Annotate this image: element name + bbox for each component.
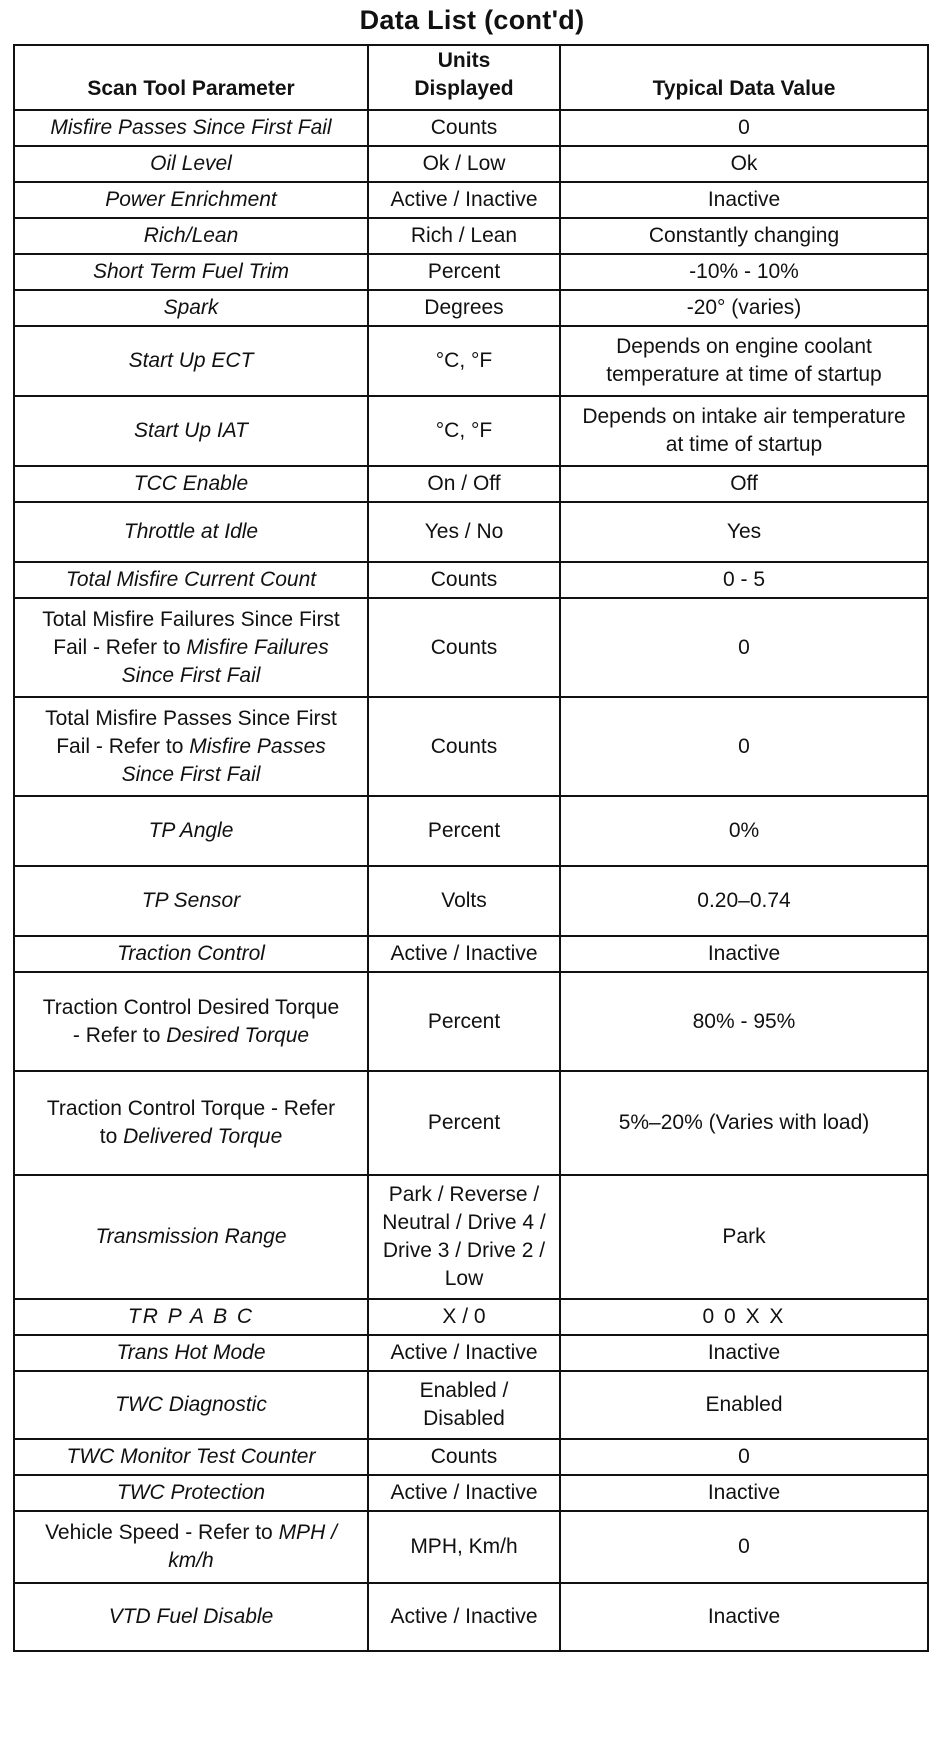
parameter-reference: Desired Torque: [166, 1023, 310, 1047]
typical-value-cell: 0: [560, 697, 928, 796]
header-units: Units Displayed: [368, 45, 560, 110]
parameter-cell: TWC Protection: [14, 1475, 368, 1511]
parameter-reference: Delivered Torque: [123, 1125, 283, 1148]
typical-value-cell: Off: [560, 466, 928, 502]
units-cell: On / Off: [368, 466, 560, 502]
parameter-cell: [14, 972, 368, 1071]
units-cell: Active / Inactive: [368, 182, 560, 218]
page-title: Data List (cont'd): [359, 5, 585, 35]
typical-value-cell: Inactive: [560, 1335, 928, 1371]
parameter-cell: TWC Monitor Test Counter: [14, 1439, 368, 1475]
parameter-cell: TP Angle: [14, 796, 368, 866]
table-row: [14, 1371, 928, 1439]
parameter-cell: Throttle at Idle: [14, 502, 368, 562]
table-row: [14, 1071, 928, 1175]
table-row: [14, 396, 928, 466]
typical-value-cell: Inactive: [560, 182, 928, 218]
parameter-cell: Total Misfire Current Count: [14, 562, 368, 598]
parameter-cell: TWC Diagnostic: [14, 1371, 368, 1439]
typical-value-cell: 0%: [560, 796, 928, 866]
parameter-reference: MPH / km/h: [168, 1521, 337, 1572]
typical-value-cell: -10% - 10%: [560, 254, 928, 290]
data-list-table: [13, 44, 929, 1652]
typical-value-cell: 0: [560, 1439, 928, 1475]
parameter-cell: Power Enrichment: [14, 182, 368, 218]
units-cell: Park / Reverse / Neutral / Drive 4 / Drive 3 / Drive 2 / Low: [368, 1175, 560, 1299]
units-cell: Yes / No: [368, 502, 560, 562]
typical-value-cell: 0.20–0.74: [560, 866, 928, 936]
table-row: [14, 866, 928, 936]
parameter-cell: Short Term Fuel Trim: [14, 254, 368, 290]
table-row: [14, 1299, 928, 1335]
table-row: [14, 1583, 928, 1651]
parameter-cell: [14, 1511, 368, 1583]
parameter-cell: TR P A B C: [14, 1299, 368, 1335]
units-cell: Counts: [368, 110, 560, 146]
table-row: [14, 936, 928, 972]
units-cell: Degrees: [368, 290, 560, 326]
parameter-cell: [14, 598, 368, 697]
table-row: [14, 326, 928, 396]
parameter-cell: Start Up IAT: [14, 396, 368, 466]
units-cell: Percent: [368, 972, 560, 1071]
parameter-text: Traction Control Desired Torque - Refer to: [42, 995, 340, 1047]
units-cell: Rich / Lean: [368, 218, 560, 254]
typical-value-cell: Depends on engine coolant temperature at time of startup: [560, 326, 928, 396]
units-cell: Counts: [368, 598, 560, 697]
parameter-text: Traction Control Torque - Refer to: [46, 1097, 336, 1148]
units-cell: Ok / Low: [368, 146, 560, 182]
parameter-cell: Misfire Passes Since First Fail: [14, 110, 368, 146]
units-cell: Active / Inactive: [368, 936, 560, 972]
table-row: [14, 218, 928, 254]
table-row: [14, 502, 928, 562]
typical-value-cell: Ok: [560, 146, 928, 182]
typical-value-cell: Depends on intake air temperature at time of startup: [560, 396, 928, 466]
units-cell: Percent: [368, 796, 560, 866]
table-row: [14, 182, 928, 218]
parameter-cell: TP Sensor: [14, 866, 368, 936]
header-row: [14, 45, 928, 110]
table-row: [14, 1175, 928, 1299]
table-row: [14, 562, 928, 598]
units-cell: Active / Inactive: [368, 1583, 560, 1651]
units-cell: °C, °F: [368, 326, 560, 396]
typical-value-cell: 0: [560, 598, 928, 697]
parameter-cell: Start Up ECT: [14, 326, 368, 396]
typical-value-cell: Inactive: [560, 1475, 928, 1511]
units-cell: Active / Inactive: [368, 1335, 560, 1371]
parameter-cell: [14, 697, 368, 796]
parameter-text: Total Misfire Failures Since First Fail - Refer to: [42, 607, 340, 659]
header-typical: Typical Data Value: [560, 45, 928, 110]
units-cell: Percent: [368, 254, 560, 290]
header-parameter: Scan Tool Parameter: [14, 45, 368, 110]
parameter-reference: Misfire Failures Since First Fail: [121, 635, 329, 687]
typical-value-cell: Constantly changing: [560, 218, 928, 254]
table-row: [14, 254, 928, 290]
table-row: [14, 972, 928, 1071]
table-row: [14, 796, 928, 866]
units-cell: Enabled / Disabled: [368, 1371, 560, 1439]
parameter-cell: Spark: [14, 290, 368, 326]
parameter-cell: [14, 1071, 368, 1175]
parameter-text: Total Misfire Passes Since First Fail - Refer to: [45, 706, 337, 758]
typical-value-cell: 0: [560, 110, 928, 146]
typical-value-cell: 0 - 5: [560, 562, 928, 598]
parameter-cell: VTD Fuel Disable: [14, 1583, 368, 1651]
typical-value-cell: Yes: [560, 502, 928, 562]
parameter-cell: Oil Level: [14, 146, 368, 182]
units-cell: X / 0: [368, 1299, 560, 1335]
table-row: [14, 1511, 928, 1583]
table-row: [14, 290, 928, 326]
parameter-cell: Rich/Lean: [14, 218, 368, 254]
units-cell: Counts: [368, 697, 560, 796]
units-cell: Active / Inactive: [368, 1475, 560, 1511]
parameter-cell: Transmission Range: [14, 1175, 368, 1299]
typical-value-cell: Inactive: [560, 936, 928, 972]
typical-value-cell: Inactive: [560, 1583, 928, 1651]
units-cell: Percent: [368, 1071, 560, 1175]
units-cell: °C, °F: [368, 396, 560, 466]
table-row: [14, 110, 928, 146]
units-cell: MPH, Km/h: [368, 1511, 560, 1583]
table-row: [14, 466, 928, 502]
typical-value-cell: Park: [560, 1175, 928, 1299]
typical-value-cell: 0 0 X X: [560, 1299, 928, 1335]
units-cell: Volts: [368, 866, 560, 936]
typical-value-cell: -20° (varies): [560, 290, 928, 326]
parameter-cell: TCC Enable: [14, 466, 368, 502]
typical-value-cell: 5%–20% (Varies with load): [560, 1071, 928, 1175]
table-row: [14, 146, 928, 182]
parameter-cell: Traction Control: [14, 936, 368, 972]
table-row: [14, 1335, 928, 1371]
table-row: [14, 697, 928, 796]
parameter-text: Vehicle Speed - Refer to: [45, 1521, 273, 1544]
typical-value-cell: Enabled: [560, 1371, 928, 1439]
table-row: [14, 1439, 928, 1475]
table-row: [14, 1475, 928, 1511]
parameter-reference: Misfire Passes Since First Fail: [121, 734, 326, 786]
typical-value-cell: 80% - 95%: [560, 972, 928, 1071]
units-cell: Counts: [368, 562, 560, 598]
units-cell: Counts: [368, 1439, 560, 1475]
parameter-cell: Trans Hot Mode: [14, 1335, 368, 1371]
table-row: [14, 598, 928, 697]
typical-value-cell: 0: [560, 1511, 928, 1583]
